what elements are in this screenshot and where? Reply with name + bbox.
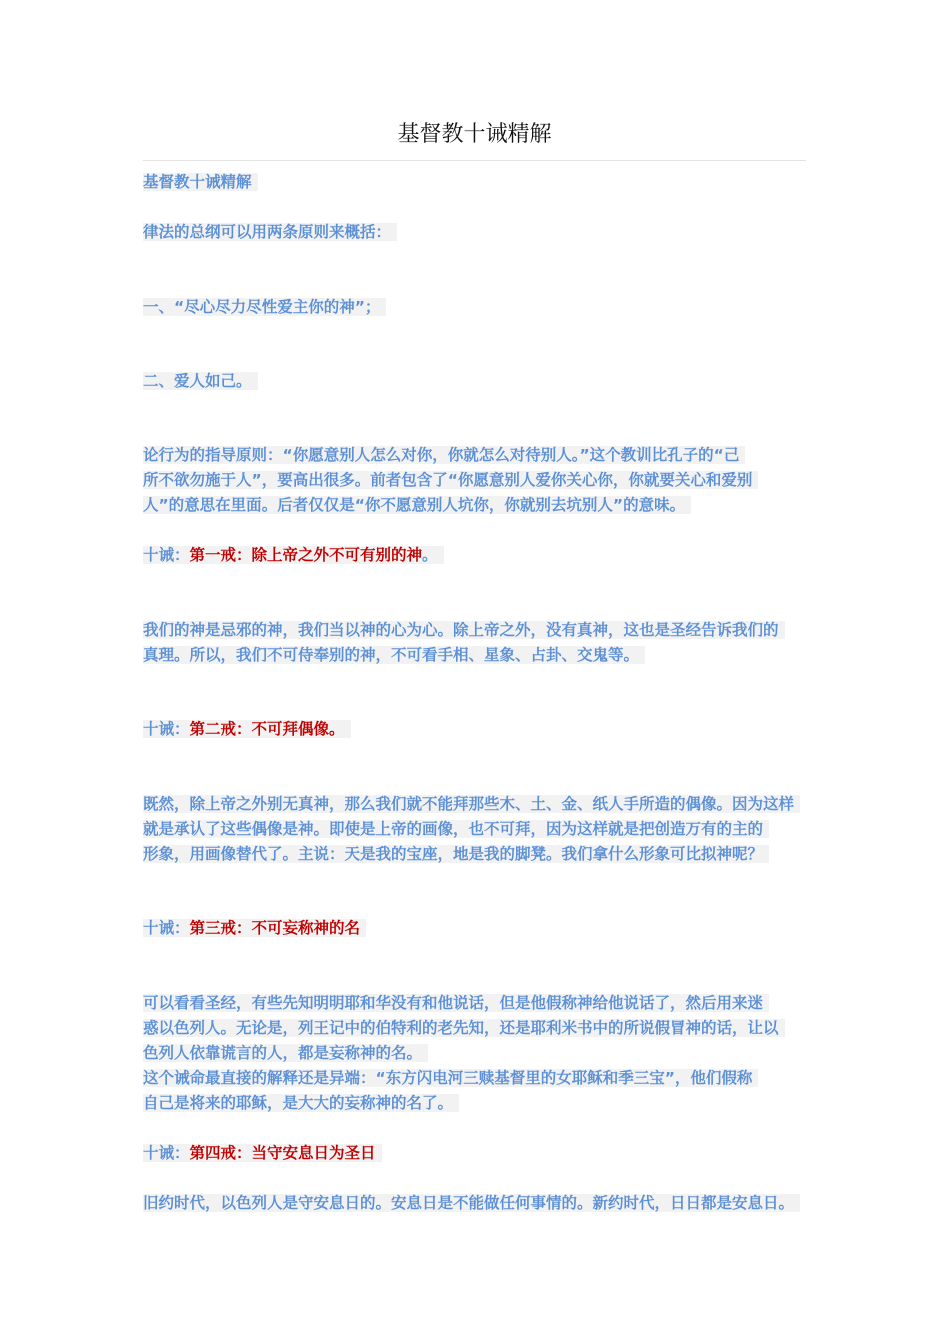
title-divider: [143, 160, 806, 161]
golden-rule-line: [143, 493, 691, 518]
body-text: 形象，用画像替代了。主说：天是我的宝座，地是我的脚凳。我们拿什么形象可比拟神呢？: [143, 845, 769, 863]
commandment-3-body-line: [143, 1066, 758, 1091]
body-text: 自己是将来的耶稣，是大大的妄称神的名了。: [143, 1094, 459, 1112]
commandment-prefix: 十诫：: [143, 546, 190, 564]
commandment-title: 第二戒：不可拜偶像。: [189, 720, 345, 738]
commandment-heading-3: [143, 916, 366, 941]
section-heading: [143, 170, 258, 195]
commandment-1-body-line: [143, 618, 785, 643]
commandment-heading-1: [143, 543, 444, 568]
body-text: 既然，除上帝之外别无真神，那么我们就不能拜那些木、土、金、纸人手所造的偶像。因为这样: [143, 795, 800, 813]
commandment-title: 第三戒：不可妄称神的名: [189, 919, 361, 937]
section-heading-text: 基督教十诫精解: [143, 173, 258, 191]
intro-text: 律法的总纲可以用两条原则来概括：: [143, 223, 397, 241]
body-text: 这个诫命最直接的解释还是异端：“东方闪电河三赎基督里的女耶稣和季三宝”，他们假称: [143, 1069, 758, 1087]
commandment-heading-4: [143, 1141, 382, 1166]
commandment-prefix: 十诫：: [143, 1144, 190, 1162]
body-text: 色列人依靠谎言的人，都是妄称神的名。: [143, 1044, 428, 1062]
principle-one-text: 一、“尽心尽力尽性爱主你的神”；: [143, 298, 386, 316]
body-text: 可以看看圣经，有些先知明明耶和华没有和他说话，但是他假称神给他说话了，然后用来迷: [143, 994, 769, 1012]
commandment-3-body-line: [143, 991, 769, 1016]
commandment-3-body-line: [143, 1091, 459, 1116]
commandment-2-body-line: [143, 817, 769, 842]
document-title: 基督教十诫精解: [397, 122, 552, 147]
body-text: 惑以色列人。无论是，列王记中的伯特利的老先知，还是耶利米书中的所说假冒神的话，让以: [143, 1019, 785, 1037]
golden-rule-text: 人”的意思在里面。后者仅仅是“你不愿意别人坑你，你就别去坑别人”的意味。: [143, 496, 691, 514]
principle-two-text: 二、爱人如己。: [143, 372, 258, 390]
principle-two: [143, 369, 258, 394]
commandment-title: 第一戒：除上帝之外不可有别的神: [189, 546, 423, 564]
commandment-4-body-line: [143, 1191, 800, 1216]
commandment-prefix: 十诫：: [143, 720, 190, 738]
commandment-title: 第四戒：当守安息日为圣日: [189, 1144, 376, 1162]
body-text: 旧约时代，以色列人是守安息日的。安息日是不能做任何事情的。新约时代，日日都是安息日。: [143, 1194, 800, 1212]
commandment-heading-2: [143, 717, 351, 742]
body-text: 真理。所以，我们不可侍奉别的神，不可看手相、星象、占卦、交鬼等。: [143, 646, 645, 664]
golden-rule-line: [143, 468, 758, 493]
golden-rule-line: [143, 443, 745, 468]
commandment-1-body-line: [143, 643, 645, 668]
commandment-prefix: 十诫：: [143, 919, 190, 937]
commandment-2-body-line: [143, 842, 769, 867]
commandment-3-body-line: [143, 1016, 785, 1041]
intro-paragraph: [143, 220, 397, 245]
commandment-2-body-line: [143, 792, 800, 817]
commandment-3-body-line: [143, 1041, 428, 1066]
golden-rule-text: 论行为的指导原则：“你愿意别人怎么对你，你就怎么对待别人。”这个教训比孔子的“己: [143, 446, 745, 464]
golden-rule-text: 所不欲勿施于人”，要高出很多。前者包含了“你愿意别人爱你关心你，你就要关心和爱别: [143, 471, 758, 489]
body-text: 我们的神是忌邪的神，我们当以神的心为心。除上帝之外，没有真神，这也是圣经告诉我们的: [143, 621, 785, 639]
body-text: 就是承认了这些偶像是神。即使是上帝的画像，也不可拜，因为这样就是把创造万有的主的: [143, 820, 769, 838]
commandment-suffix: 。: [422, 546, 438, 564]
principle-one: [143, 295, 386, 320]
